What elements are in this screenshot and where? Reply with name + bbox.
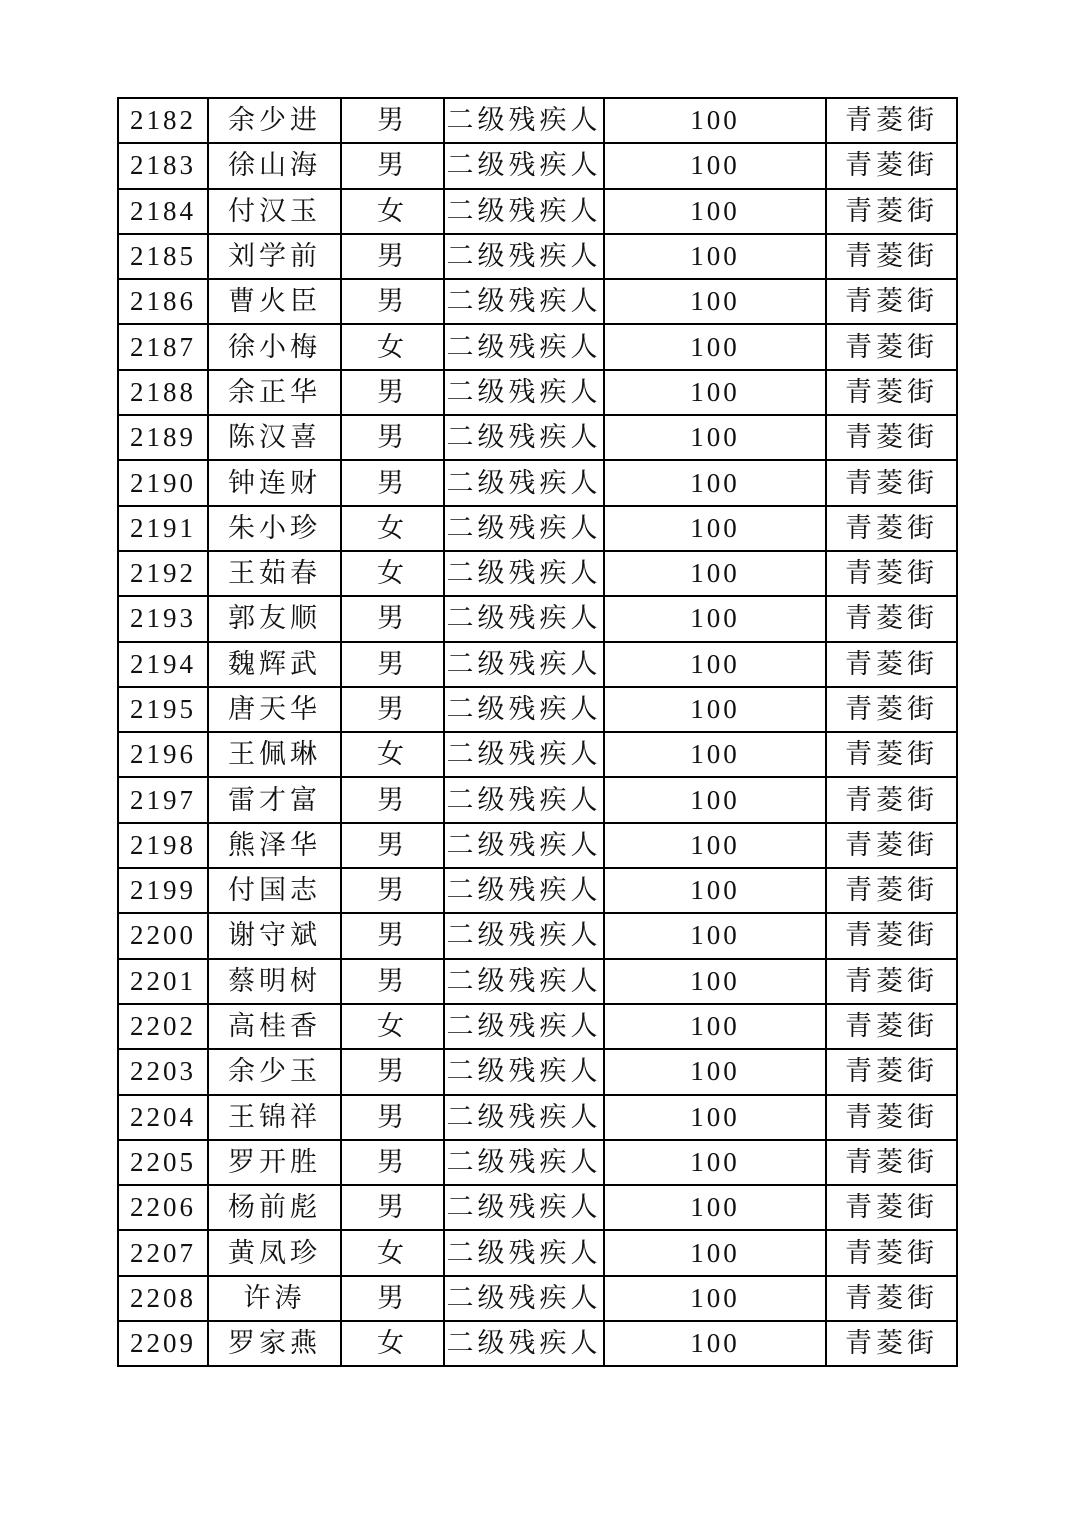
row-number-cell: 2209 — [118, 1321, 208, 1366]
gender-cell: 男 — [341, 143, 444, 188]
amount-cell: 100 — [604, 1276, 826, 1321]
disability-level-cell: 二级残疾人 — [444, 777, 604, 822]
gender-cell: 男 — [341, 959, 444, 1004]
disability-level-cell: 二级残疾人 — [444, 234, 604, 279]
gender-cell: 男 — [341, 234, 444, 279]
disability-level-cell: 二级残疾人 — [444, 913, 604, 958]
street-cell: 青菱街 — [826, 279, 957, 324]
amount-cell: 100 — [604, 234, 826, 279]
table-row — [118, 777, 957, 822]
street-cell: 青菱街 — [826, 642, 957, 687]
person-name-cell: 余正华 — [208, 370, 341, 415]
street-cell: 青菱街 — [826, 1004, 957, 1049]
street-cell: 青菱街 — [826, 1321, 957, 1366]
person-name-cell: 王茹春 — [208, 551, 341, 596]
table-row — [118, 234, 957, 279]
gender-cell: 男 — [341, 687, 444, 732]
roster-table — [117, 97, 958, 1367]
person-name-cell: 陈汉喜 — [208, 415, 341, 460]
row-number-cell: 2186 — [118, 279, 208, 324]
table-row — [118, 279, 957, 324]
table-row — [118, 1276, 957, 1321]
person-name-cell: 雷才富 — [208, 777, 341, 822]
amount-cell: 100 — [604, 1095, 826, 1140]
person-name-cell: 郭友顺 — [208, 596, 341, 641]
disability-level-cell: 二级残疾人 — [444, 687, 604, 732]
row-number-cell: 2194 — [118, 642, 208, 687]
row-number-cell: 2202 — [118, 1004, 208, 1049]
row-number-cell: 2190 — [118, 460, 208, 505]
row-number-cell: 2208 — [118, 1276, 208, 1321]
disability-level-cell: 二级残疾人 — [444, 823, 604, 868]
amount-cell: 100 — [604, 189, 826, 234]
disability-level-cell: 二级残疾人 — [444, 460, 604, 505]
gender-cell: 男 — [341, 370, 444, 415]
person-name-cell: 罗家燕 — [208, 1321, 341, 1366]
amount-cell: 100 — [604, 642, 826, 687]
row-number-cell: 2189 — [118, 415, 208, 460]
person-name-cell: 蔡明树 — [208, 959, 341, 1004]
table-row — [118, 959, 957, 1004]
table-row — [118, 642, 957, 687]
table-row — [118, 506, 957, 551]
amount-cell: 100 — [604, 1004, 826, 1049]
amount-cell: 100 — [604, 551, 826, 596]
street-cell: 青菱街 — [826, 98, 957, 143]
table-row — [118, 823, 957, 868]
person-name-cell: 魏辉武 — [208, 642, 341, 687]
table-row — [118, 868, 957, 913]
table-row — [118, 415, 957, 460]
street-cell: 青菱街 — [826, 234, 957, 279]
gender-cell: 女 — [341, 189, 444, 234]
gender-cell: 男 — [341, 415, 444, 460]
street-cell: 青菱街 — [826, 823, 957, 868]
person-name-cell: 杨前彪 — [208, 1185, 341, 1230]
person-name-cell: 余少玉 — [208, 1049, 341, 1094]
gender-cell: 女 — [341, 324, 444, 369]
table-row — [118, 1185, 957, 1230]
disability-level-cell: 二级残疾人 — [444, 732, 604, 777]
street-cell: 青菱街 — [826, 1140, 957, 1185]
table-row — [118, 913, 957, 958]
row-number-cell: 2198 — [118, 823, 208, 868]
disability-level-cell: 二级残疾人 — [444, 324, 604, 369]
amount-cell: 100 — [604, 868, 826, 913]
row-number-cell: 2185 — [118, 234, 208, 279]
person-name-cell: 徐小梅 — [208, 324, 341, 369]
street-cell: 青菱街 — [826, 143, 957, 188]
amount-cell: 100 — [604, 415, 826, 460]
amount-cell: 100 — [604, 1049, 826, 1094]
table-row — [118, 98, 957, 143]
gender-cell: 男 — [341, 1276, 444, 1321]
disability-level-cell: 二级残疾人 — [444, 415, 604, 460]
row-number-cell: 2206 — [118, 1185, 208, 1230]
gender-cell: 男 — [341, 823, 444, 868]
street-cell: 青菱街 — [826, 732, 957, 777]
table-row — [118, 551, 957, 596]
street-cell: 青菱街 — [826, 1049, 957, 1094]
gender-cell: 男 — [341, 913, 444, 958]
gender-cell: 男 — [341, 777, 444, 822]
gender-cell: 男 — [341, 1049, 444, 1094]
row-number-cell: 2191 — [118, 506, 208, 551]
person-name-cell: 黄凤珍 — [208, 1230, 341, 1275]
gender-cell: 男 — [341, 460, 444, 505]
street-cell: 青菱街 — [826, 1276, 957, 1321]
person-name-cell: 罗开胜 — [208, 1140, 341, 1185]
row-number-cell: 2201 — [118, 959, 208, 1004]
disability-level-cell: 二级残疾人 — [444, 1049, 604, 1094]
street-cell: 青菱街 — [826, 460, 957, 505]
disability-level-cell: 二级残疾人 — [444, 1230, 604, 1275]
row-number-cell: 2205 — [118, 1140, 208, 1185]
disability-level-cell: 二级残疾人 — [444, 143, 604, 188]
street-cell: 青菱街 — [826, 189, 957, 234]
disability-level-cell: 二级残疾人 — [444, 551, 604, 596]
gender-cell: 女 — [341, 732, 444, 777]
table-row — [118, 1095, 957, 1140]
street-cell: 青菱街 — [826, 324, 957, 369]
street-cell: 青菱街 — [826, 687, 957, 732]
street-cell: 青菱街 — [826, 777, 957, 822]
table-row — [118, 324, 957, 369]
person-name-cell: 徐山海 — [208, 143, 341, 188]
gender-cell: 男 — [341, 596, 444, 641]
table-row — [118, 370, 957, 415]
disability-level-cell: 二级残疾人 — [444, 279, 604, 324]
disability-level-cell: 二级残疾人 — [444, 1140, 604, 1185]
street-cell: 青菱街 — [826, 868, 957, 913]
table-row — [118, 1230, 957, 1275]
person-name-cell: 高桂香 — [208, 1004, 341, 1049]
disability-level-cell: 二级残疾人 — [444, 189, 604, 234]
amount-cell: 100 — [604, 596, 826, 641]
disability-level-cell: 二级残疾人 — [444, 1321, 604, 1366]
amount-cell: 100 — [604, 913, 826, 958]
table-row — [118, 460, 957, 505]
disability-level-cell: 二级残疾人 — [444, 1185, 604, 1230]
table-row — [118, 143, 957, 188]
row-number-cell: 2187 — [118, 324, 208, 369]
person-name-cell: 王佩琳 — [208, 732, 341, 777]
amount-cell: 100 — [604, 1321, 826, 1366]
disability-level-cell: 二级残疾人 — [444, 1095, 604, 1140]
gender-cell: 女 — [341, 1004, 444, 1049]
disability-level-cell: 二级残疾人 — [444, 98, 604, 143]
table-row — [118, 189, 957, 234]
amount-cell: 100 — [604, 777, 826, 822]
table-row — [118, 1004, 957, 1049]
person-name-cell: 谢守斌 — [208, 913, 341, 958]
row-number-cell: 2200 — [118, 913, 208, 958]
street-cell: 青菱街 — [826, 596, 957, 641]
amount-cell: 100 — [604, 732, 826, 777]
amount-cell: 100 — [604, 1185, 826, 1230]
street-cell: 青菱街 — [826, 1230, 957, 1275]
disability-level-cell: 二级残疾人 — [444, 959, 604, 1004]
gender-cell: 男 — [341, 1095, 444, 1140]
row-number-cell: 2193 — [118, 596, 208, 641]
amount-cell: 100 — [604, 98, 826, 143]
amount-cell: 100 — [604, 959, 826, 1004]
amount-cell: 100 — [604, 1230, 826, 1275]
disability-level-cell: 二级残疾人 — [444, 370, 604, 415]
amount-cell: 100 — [604, 1140, 826, 1185]
disability-level-cell: 二级残疾人 — [444, 506, 604, 551]
street-cell: 青菱街 — [826, 1185, 957, 1230]
gender-cell: 男 — [341, 1140, 444, 1185]
person-name-cell: 钟连财 — [208, 460, 341, 505]
amount-cell: 100 — [604, 823, 826, 868]
gender-cell: 女 — [341, 1321, 444, 1366]
person-name-cell: 唐天华 — [208, 687, 341, 732]
street-cell: 青菱街 — [826, 959, 957, 1004]
disability-level-cell: 二级残疾人 — [444, 1276, 604, 1321]
row-number-cell: 2199 — [118, 868, 208, 913]
row-number-cell: 2184 — [118, 189, 208, 234]
amount-cell: 100 — [604, 370, 826, 415]
street-cell: 青菱街 — [826, 370, 957, 415]
gender-cell: 女 — [341, 1230, 444, 1275]
gender-cell: 男 — [341, 642, 444, 687]
gender-cell: 男 — [341, 279, 444, 324]
row-number-cell: 2192 — [118, 551, 208, 596]
person-name-cell: 曹火臣 — [208, 279, 341, 324]
gender-cell: 男 — [341, 1185, 444, 1230]
disability-level-cell: 二级残疾人 — [444, 642, 604, 687]
table-row — [118, 1140, 957, 1185]
roster-table-body — [118, 98, 957, 1366]
table-row — [118, 596, 957, 641]
amount-cell: 100 — [604, 279, 826, 324]
person-name-cell: 余少进 — [208, 98, 341, 143]
row-number-cell: 2207 — [118, 1230, 208, 1275]
row-number-cell: 2195 — [118, 687, 208, 732]
row-number-cell: 2196 — [118, 732, 208, 777]
amount-cell: 100 — [604, 324, 826, 369]
table-row — [118, 1049, 957, 1094]
row-number-cell: 2197 — [118, 777, 208, 822]
person-name-cell: 许涛 — [208, 1276, 341, 1321]
street-cell: 青菱街 — [826, 1095, 957, 1140]
row-number-cell: 2188 — [118, 370, 208, 415]
row-number-cell: 2183 — [118, 143, 208, 188]
table-row — [118, 732, 957, 777]
amount-cell: 100 — [604, 687, 826, 732]
table-row — [118, 1321, 957, 1366]
disability-level-cell: 二级残疾人 — [444, 1004, 604, 1049]
person-name-cell: 熊泽华 — [208, 823, 341, 868]
gender-cell: 男 — [341, 98, 444, 143]
amount-cell: 100 — [604, 143, 826, 188]
street-cell: 青菱街 — [826, 415, 957, 460]
disability-level-cell: 二级残疾人 — [444, 868, 604, 913]
disability-level-cell: 二级残疾人 — [444, 596, 604, 641]
amount-cell: 100 — [604, 506, 826, 551]
gender-cell: 女 — [341, 506, 444, 551]
gender-cell: 女 — [341, 551, 444, 596]
street-cell: 青菱街 — [826, 506, 957, 551]
person-name-cell: 付汉玉 — [208, 189, 341, 234]
person-name-cell: 刘学前 — [208, 234, 341, 279]
row-number-cell: 2203 — [118, 1049, 208, 1094]
person-name-cell: 王锦祥 — [208, 1095, 341, 1140]
person-name-cell: 付国志 — [208, 868, 341, 913]
row-number-cell: 2182 — [118, 98, 208, 143]
table-row — [118, 687, 957, 732]
gender-cell: 男 — [341, 868, 444, 913]
street-cell: 青菱街 — [826, 551, 957, 596]
person-name-cell: 朱小珍 — [208, 506, 341, 551]
row-number-cell: 2204 — [118, 1095, 208, 1140]
amount-cell: 100 — [604, 460, 826, 505]
street-cell: 青菱街 — [826, 913, 957, 958]
